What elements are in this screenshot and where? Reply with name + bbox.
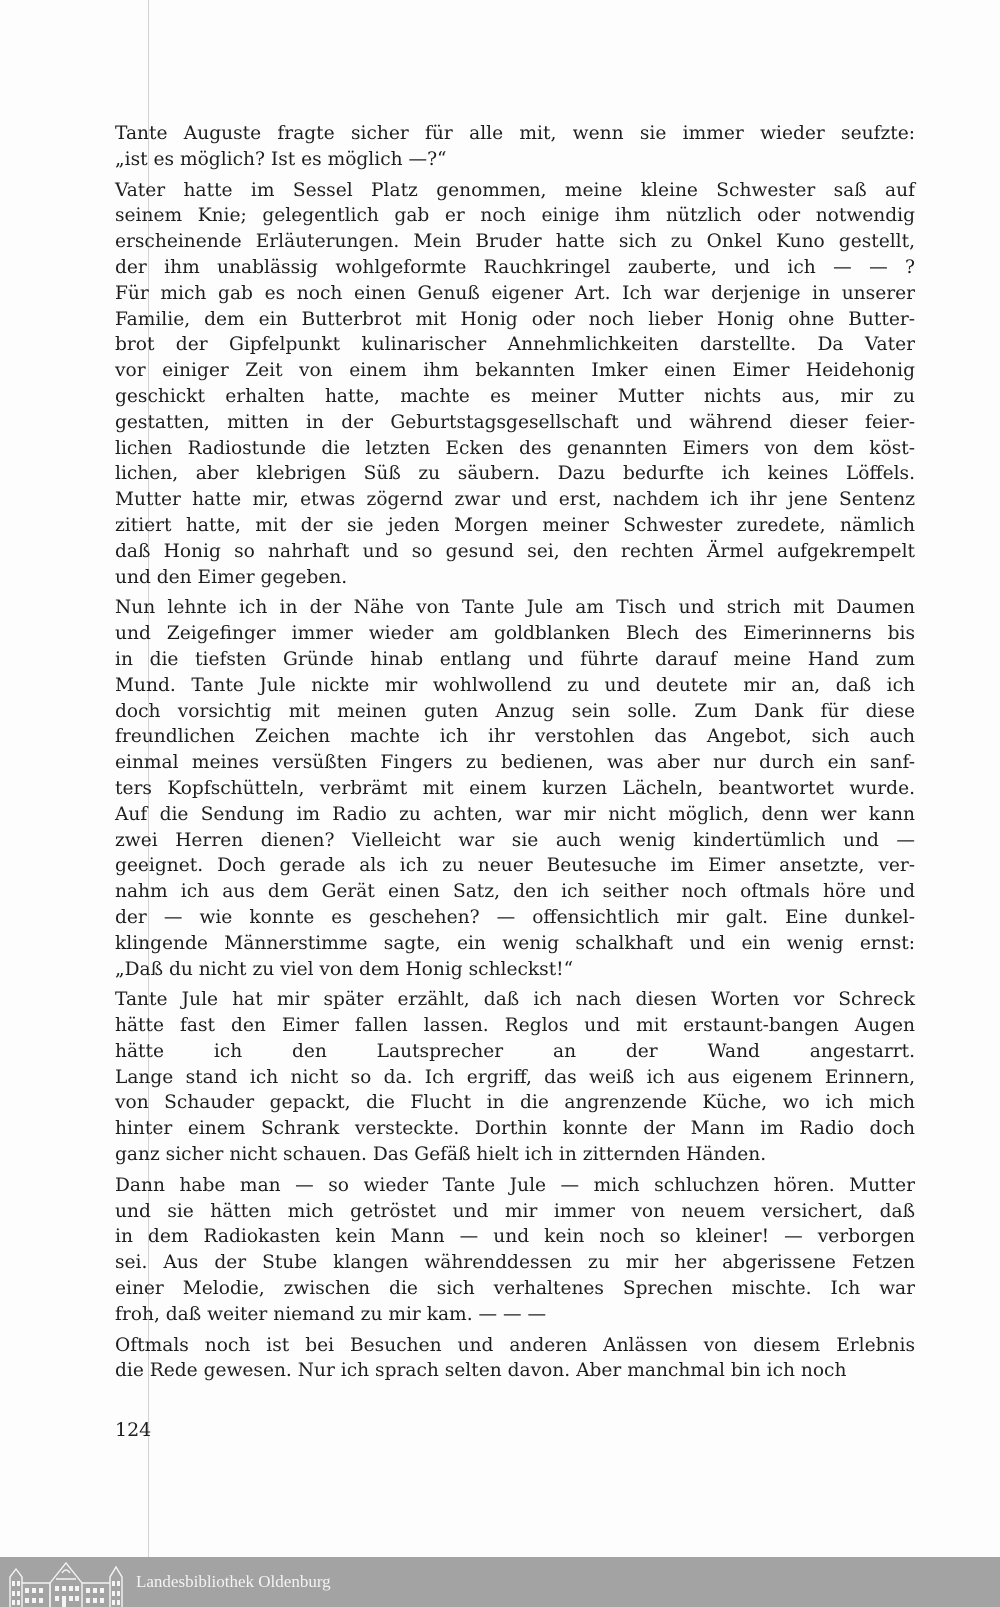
text-line: daß Honig so nahrhaft und so gesund sei, den rechten Ärmel aufgekrempelt (115, 540, 915, 562)
text-line: Lange stand ich nicht so da. Ich ergriff, das weiß ich aus eigenem Erinnern, (115, 1066, 915, 1088)
text-line: Mutter hatte mir, etwas zögernd zwar und erst, nachdem ich ihr jene Sentenz (115, 489, 915, 511)
text-line: geeignet. Doch gerade als ich zu neuer Beutesuche im Eimer ansetzte, ver- (115, 855, 915, 877)
text-line: hätte ich den Lautsprecher an der Wand angestarrt. (115, 1040, 915, 1062)
text-line: Tante Jule hat mir später erzählt, daß ich nach diesen Worten vor Schreck (115, 989, 915, 1011)
text-line: von Schauder gepackt, die Flucht in die angrenzende Küche, wo ich mich (115, 1092, 915, 1114)
text-line: Vater hatte im Sessel Platz genommen, meine kleine Schwester saß auf (115, 179, 915, 201)
text-line: einmal meines versüßten Fingers zu bedienen, was aber nur durch ein sanf- (115, 752, 915, 774)
text-line: brot der Gipfelpunkt kulinarischer Annehmlichkeiten darstellte. Da Vater (115, 334, 915, 356)
text-line: Tante Auguste fragte sicher für alle mit, wenn sie immer wieder seufzte: (115, 123, 915, 144)
text-line: seinem Knie; gelegentlich gab er noch einige ihm nützlich oder notwendig (115, 205, 915, 227)
paragraph (115, 178, 915, 591)
text-line: gestatten, mitten in der Geburtstagsgesellschaft und während dieser feier- (115, 411, 915, 433)
text-line: ters Kopfschütteln, verbrämt mit einem kurzen Lächeln, beantwortet wurde. (115, 777, 915, 799)
text-line: und Zeigefinger immer wieder am goldblanken Blech des Eimerinnerns bis (115, 623, 915, 645)
text-line: einer Melodie, zwischen die sich verhaltenes Sprechen mischte. Ich war (115, 1278, 915, 1300)
document-body (115, 121, 915, 1384)
text-line: „ist es möglich? Ist es möglich —?“ (115, 148, 447, 170)
text-line: hinter einem Schrank versteckte. Dorthin konnte der Mann im Radio doch (115, 1118, 915, 1140)
text-line: Für mich gab es noch einen Genuß eigener Art. Ich war derjenige in unserer (115, 282, 915, 304)
text-line: und sie hätten mich getröstet und mir immer von neuem versichert, daß (115, 1200, 915, 1222)
text-line: zitiert hatte, mit der sie jeden Morgen meiner Schwester zuredete, nämlich (115, 514, 915, 536)
paragraph (115, 987, 915, 1168)
text-line: erscheinende Erläuterungen. Mein Bruder hatte sich zu Onkel Kuno gestellt, (115, 231, 915, 253)
text-line: vor einiger Zeit von einem ihm bekannten Imker einen Eimer Heidehonig (115, 360, 915, 382)
text-line: Auf die Sendung im Radio zu achten, war mir nicht möglich, denn wer kann (115, 803, 915, 825)
text-line: der ihm unablässig wohlgeformte Rauchkringel zauberte, und ich — — ? (115, 256, 915, 278)
library-building-icon (6, 1561, 128, 1607)
paragraph (115, 1333, 915, 1385)
text-line: in dem Radiokasten kein Mann — und kein noch so kleiner! — verborgen (115, 1226, 915, 1248)
paragraph (115, 121, 915, 173)
text-line: Dann habe man — so wieder Tante Jule — mich schluchzen hören. Mutter (115, 1174, 915, 1196)
text-line: „Daß du nicht zu viel von dem Honig schleckst!“ (115, 958, 574, 980)
text-line: zwei Herren dienen? Vielleicht war sie auch wenig kindertümlich und — (115, 829, 915, 851)
text-line: Familie, dem ein Butterbrot mit Honig oder noch lieber Honig ohne Butter- (115, 308, 915, 330)
text-line: und den Eimer gegeben. (115, 566, 348, 588)
text-line: Oftmals noch ist bei Besuchen und anderen Anlässen von diesem Erlebnis (115, 1334, 915, 1356)
text-line: Nun lehnte ich in der Nähe von Tante Jule am Tisch und strich mit Daumen (115, 597, 915, 619)
text-line: hätte fast den Eimer fallen lassen. Reglos und mit erstaunt-bangen Augen (115, 1015, 915, 1037)
footer-bar (0, 1557, 1000, 1607)
text-line: froh, daß weiter niemand zu mir kam. — — — (115, 1303, 547, 1325)
text-line: geschickt erhalten hatte, machte es meiner Mutter nichts aus, mir zu (115, 385, 915, 407)
text-line: Mund. Tante Jule nickte mir wohlwollend zu und deutete mir an, daß ich (115, 674, 915, 696)
text-line: lichen, aber klebrigen Süß zu säubern. Dazu bedurfte ich keines Löffels. (115, 463, 915, 485)
text-line: nahm ich aus dem Gerät einen Satz, den ich seither noch oftmals höre und (115, 881, 915, 903)
page-number: 124 (115, 1419, 152, 1441)
text-line: freundlichen Zeichen machte ich ihr verstohlen das Angebot, sich auch (115, 726, 915, 748)
text-line: sei. Aus der Stube klangen währenddessen zu mir her abgerissene Fetzen (115, 1252, 915, 1274)
paragraph (115, 1173, 915, 1328)
text-line: der — wie konnte es geschehen? — offensichtlich mir galt. Eine dunkel- (115, 906, 915, 928)
paragraph (115, 595, 915, 982)
text-line: ganz sicher nicht schauen. Das Gefäß hielt ich in zitternden Händen. (115, 1144, 767, 1166)
text-line: in die tiefsten Gründe hinab entlang und führte darauf meine Hand zum (115, 648, 915, 670)
text-line: lichen Radiostunde die letzten Ecken des genannten Eimers von dem köst- (115, 437, 915, 459)
text-line: doch vorsichtig mit meinen guten Anzug sein solle. Zum Dank für diese (115, 700, 915, 722)
library-name: Landesbibliothek Oldenburg (136, 1572, 331, 1591)
text-line: klingende Männerstimme sagte, ein wenig schalkhaft und ein wenig ernst: (115, 932, 915, 954)
text-line: die Rede gewesen. Nur ich sprach selten davon. Aber manchmal bin ich noch (115, 1360, 847, 1382)
